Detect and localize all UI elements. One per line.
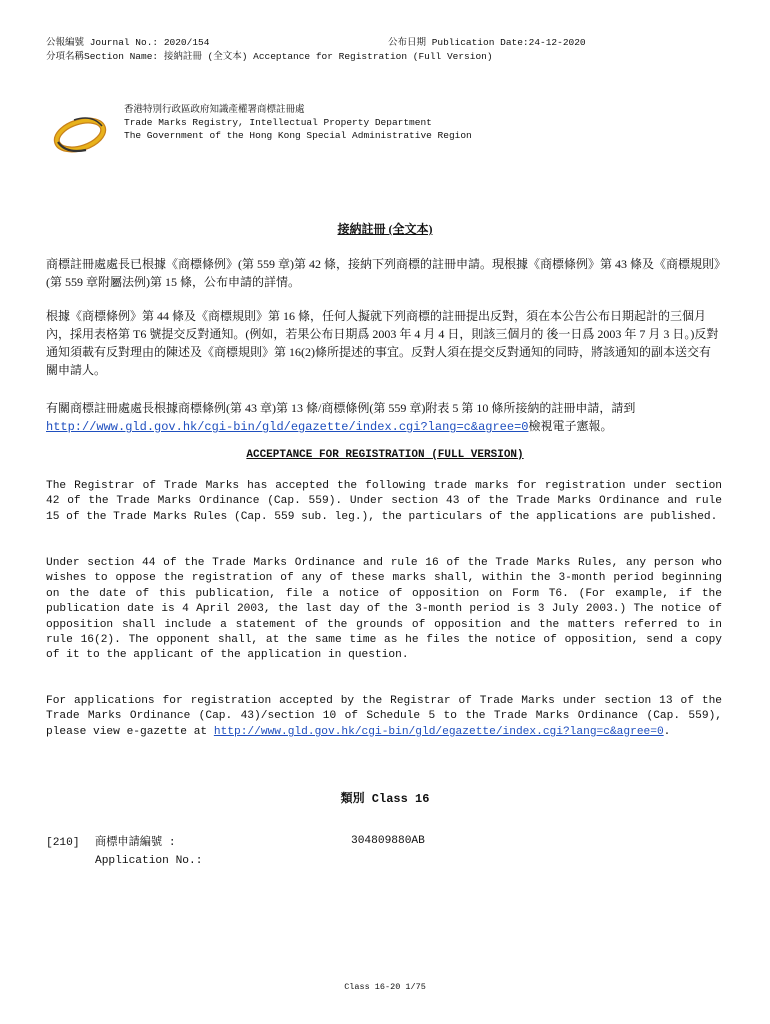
application-no-value: 304809880AB — [351, 835, 425, 847]
publication-date: 公布日期 Publication Date:24-12-2020 — [388, 37, 586, 48]
page-footer: Class 16-20 1/75 — [344, 982, 426, 992]
registry-name-en: Trade Marks Registry, Intellectual Property Department — [124, 117, 432, 128]
journal-number: 公報編號 Journal No.: 2020/154 — [46, 37, 210, 48]
paragraph-zh-1: 商標註冊處處長已根據《商標條例》(第 559 章)第 42 條，接納下列商標的註冊申請。現根據《商標條例》第 43 條及《商標規則》(第 559 章附屬法例)第 15 條，公布申請的詳情。 — [46, 257, 720, 289]
paragraph-zh-3-tail: 檢視電子憲報。 — [528, 419, 613, 433]
application-no-label-zh: 商標申請編號 : — [95, 837, 176, 849]
paragraph-en-1: The Registrar of Trade Marks has accepted the following trade marks for registration under section 42 of the Trade Marks Ordinance (Cap. 559). Under section 43 of the Trade Marks Ordinance and rule 15 of the Trade Marks Rules (Cap. 559 sub. leg.), the particulars of the applications are published. — [46, 480, 722, 523]
egazette-link-zh[interactable]: http://www.gld.gov.hk/cgi-bin/gld/egazette/index.cgi?lang=c&agree=0 — [46, 420, 529, 434]
paragraph-en-3-text: For applications for registration accepted by the Registrar of Trade Marks under section 13 of the Trade Marks Ordinance (Cap. 43)/section 10 of Schedule 5 to the Trade Marks Ordinance (Cap. 559), please view e-gazette at — [46, 695, 722, 738]
paragraph-en-2: Under section 44 of the Trade Marks Ordinance and rule 16 of the Trade Marks Rules, any person who wishes to oppose the registration of any of these marks shall, within the 3-month period beginning on the date of this publication, file a notice of opposition on Form T6. (For example, if the publication date is 4 April 2003, the last day of the 3-month period is 3 July 2003.) The notice of opposition shall include a statement of the grounds of opposition and the matters referred to in rule 16(2). The opponent shall, at the same time as he files the notice of opposition, send a copy of it to the applicant of the application in question. — [46, 557, 722, 662]
title-zh: 接納註冊 (全文本) — [337, 222, 433, 236]
registry-name-zh: 香港特別行政區政府知識產權署商標註冊處 — [124, 105, 305, 115]
field-code-210: [210] — [46, 837, 80, 849]
paragraph-zh-3 — [46, 399, 722, 436]
class-title: 類別 Class 16 — [340, 792, 430, 806]
paragraph-zh-2: 根據《商標條例》第 44 條及《商標規則》第 16 條，任何人擬就下列商標的註冊提出反對，須在本公告公布日期起計的三個月內，採用表格第 T6 號提交反對通知。(例如，若果公布日期爲 2003 年 4 月 4 日，則該三個月的 後一日爲 2003 年 7 月 3 日。)反對通知須載有反對理由的陳述及《商標規則》第 16(2)條所提述的事宜。反對人須在提交反對通知的同時，將該通知的副本送交有關申請人。 — [46, 309, 719, 377]
paragraph-zh-3-text: 有關商標註冊處處長根據商標條例(第 43 章)第 13 條/商標條例(第 559 章)附表 5 第 10 條所接納的註冊申請，請到 — [46, 401, 636, 415]
ring-logo-icon — [52, 108, 108, 158]
application-no-label-en: Application No.: — [95, 855, 203, 867]
paragraph-en-3 — [46, 694, 722, 740]
section-name: 分項名稱Section Name: 接納註冊 (全文本) Acceptance for Registration (Full Version) — [46, 51, 493, 62]
government-name: The Government of the Hong Kong Special Administrative Region — [124, 130, 472, 141]
paragraph-en-3-tail: . — [663, 725, 671, 738]
title-en: ACCEPTANCE FOR REGISTRATION (FULL VERSION) — [246, 449, 524, 461]
egazette-link-en[interactable]: http://www.gld.gov.hk/cgi-bin/gld/egazette/index.cgi?lang=c&agree=0 — [213, 725, 664, 738]
